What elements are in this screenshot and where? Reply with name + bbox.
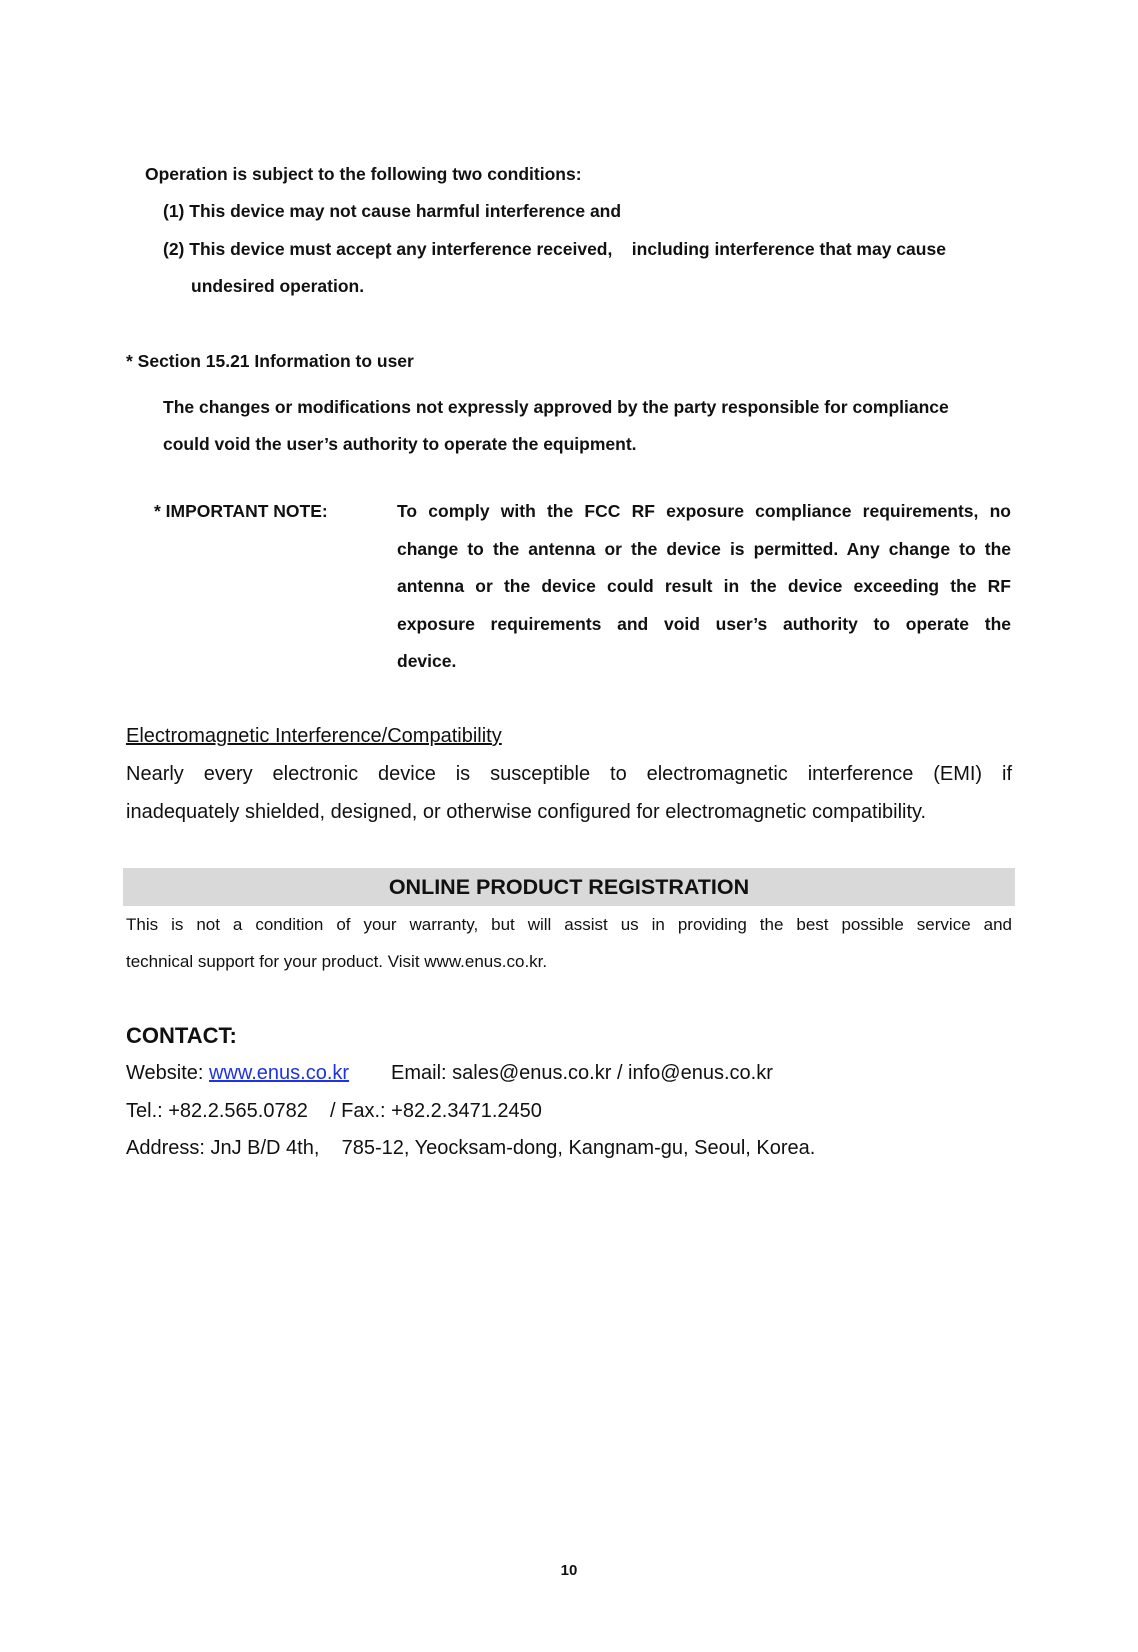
website-label: Website: bbox=[126, 1062, 209, 1084]
contact-heading: CONTACT: bbox=[126, 1023, 237, 1048]
registration-line-2: technical support for your product. Visit www.enus.co.kr. bbox=[126, 952, 548, 971]
page-number: 10 bbox=[560, 1562, 578, 1579]
contact-address: Address: JnJ B/D 4th, 785-12, Yeocksam-dong, Kangnam-gu, Seoul, Korea. bbox=[126, 1137, 816, 1159]
important-note-line-5: device. bbox=[397, 651, 457, 671]
important-note-line-2: change to the antenna or the device is permitted. Any change to the bbox=[397, 539, 1011, 559]
conditions-intro: Operation is subject to the following two conditions: bbox=[145, 164, 582, 184]
emi-heading: Electromagnetic Interference/Compatibility bbox=[126, 725, 502, 747]
section-1521-line-1: The changes or modifications not expressly approved by the party responsible for compliance bbox=[163, 397, 949, 417]
important-note-line-1: To comply with the FCC RF exposure compliance requirements, no bbox=[397, 501, 1011, 521]
registration-line-1: This is not a condition of your warranty, but will assist us in providing the best possible service and bbox=[126, 915, 1012, 934]
condition-item-2: (2) This device must accept any interference received, including interference that may cause bbox=[163, 239, 946, 259]
contact-tel-fax: Tel.: +82.2.565.0782 / Fax.: +82.2.3471.2450 bbox=[126, 1100, 542, 1122]
important-note-line-3: antenna or the device could result in the device exceeding the RF bbox=[397, 576, 1011, 596]
condition-item-2-continued: undesired operation. bbox=[191, 276, 365, 296]
registration-banner bbox=[123, 868, 1015, 906]
important-note-label: * IMPORTANT NOTE: bbox=[154, 501, 328, 521]
condition-item-1: (1) This device may not cause harmful interference and bbox=[163, 201, 622, 221]
emi-line-2: inadequately shielded, designed, or otherwise configured for electromagnetic compatibility. bbox=[126, 801, 927, 823]
emi-line-1: Nearly every electronic device is susceptible to electromagnetic interference (EMI) if bbox=[126, 763, 1012, 785]
registration-title: ONLINE PRODUCT REGISTRATION bbox=[388, 875, 750, 899]
section-1521-heading: * Section 15.21 Information to user bbox=[126, 351, 414, 371]
section-1521-line-2: could void the user’s authority to operate the equipment. bbox=[163, 434, 637, 454]
contact-website bbox=[126, 1062, 349, 1085]
website-link[interactable]: www.enus.co.kr bbox=[209, 1062, 350, 1084]
contact-email: Email: sales@enus.co.kr / info@enus.co.kr bbox=[391, 1062, 773, 1084]
important-note-line-4: exposure requirements and void user’s authority to operate the bbox=[397, 614, 1011, 634]
